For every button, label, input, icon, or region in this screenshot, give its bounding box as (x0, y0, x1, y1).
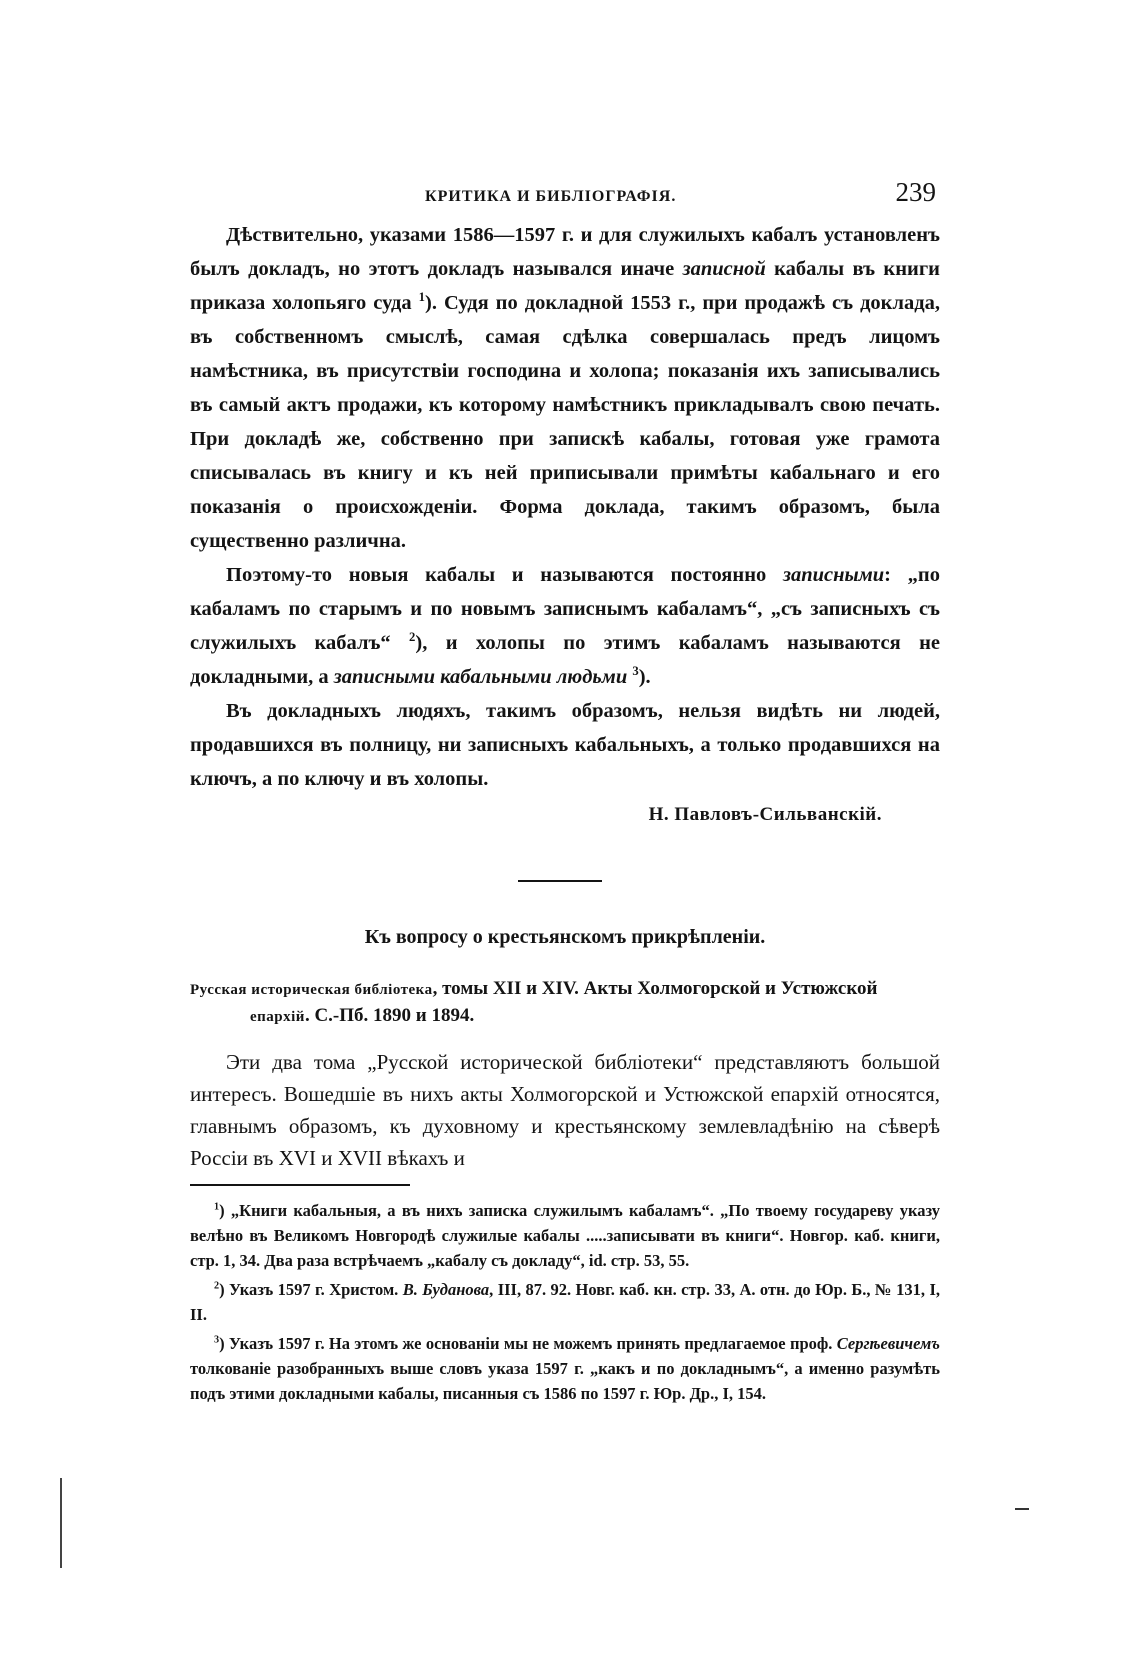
page-number: 239 (895, 177, 936, 207)
footnotes (190, 1198, 940, 1406)
article-body (190, 218, 940, 796)
footnote-ref: 2 (409, 630, 416, 645)
footnote-ref: 3 (632, 664, 639, 679)
running-head: КРИТИКА И БИБЛІОГРАФІЯ. (425, 188, 677, 205)
italic-term: записной (682, 258, 766, 280)
footnote-2: $^2$) Указъ 1597 г. Христом. В. Буданова, III, 87. 92. Новг. каб. кн. стр. 33, А. отн. до Юр. Б., № 131, I, II. (190, 1280, 941, 1324)
paragraph: Дѣствительно, указами 1586—1597 г. и для служилыхъ кабалъ установленъ былъ докладъ, но этотъ докладъ назывался иначе записной кабалы въ книги приказа холопьяго суда $^1$). Судя по докладной 1553 г., при продажѣ съ доклада, въ собственномъ смыслѣ, самая сдѣлка совершалась предъ лицомъ намѣстника, въ присутствіи господина и холопа; показанія ихъ записывались въ самый актъ продажи, къ которому намѣстникъ прикладывалъ свою печать. При докладѣ же, собственно при запискѣ кабалы, готовая уже грамота списывалась въ книгу и къ ней приписывали примѣты кабальнаго и его показанія о происхожденіи. Форма доклада, такимъ образомъ, была существенно различна. (190, 224, 940, 552)
article-title: Къ вопросу о крестьянскомъ прикрѣпленіи. (364, 926, 766, 948)
article-intro (190, 1046, 940, 1174)
scan-dash-mark (1015, 1508, 1029, 1510)
page-header (190, 168, 940, 218)
source-reference: Русская историческая библіотека, томы XII и XIV. Акты Холмогорской и Устюжской епархій. С.-Пб. 1890 и 1894. (190, 978, 878, 1026)
page-content (190, 168, 940, 1410)
footnote-3: $^3$) Указъ 1597 г. На этомъ же основаніи мы не можемъ принять предлагаемое проф. Сергѣевичемъ толкованіе разобранныхъ выше словъ указа 1597 г. „какъ и по докладнымъ“, а именно разумѣть подъ этими докладными кабалы, писанныя съ 1586 по 1597 г. Юр. Др., I, 154. (190, 1334, 940, 1403)
author-signature: Н. Павловъ-Сильванскій. (648, 804, 882, 825)
section-divider (518, 880, 602, 882)
paragraph: Въ докладныхъ людяхъ, такимъ образомъ, нельзя видѣть ни людей, продавшихся въ полницу, ни записныхъ кабальныхъ, а только продавшихся на ключъ, а по ключу и въ холопы. (190, 700, 940, 790)
paragraph: Эти два тома „Русской исторической библіотеки“ представляютъ большой интересъ. Вошедшіе въ нихъ акты Холмогорской и Устюжской епархій относятся, главнымъ образомъ, къ духовному и крестьянскому землевладѣнію на сѣверѣ Россіи въ XVI и XVII вѣкахъ и (190, 1050, 940, 1170)
paragraph: Поэтому-то новыя кабалы и называются постоянно записными: „по кабаламъ по старымъ и по новымъ записнымъ кабаламъ“, „съ записныхъ съ служилыхъ кабалъ“ $^2$), и холопы по этимъ кабаламъ называются не докладными, а записными кабальными людьми $^3$). (190, 564, 940, 688)
italic-term: записными кабальными людьми (333, 666, 628, 688)
footnote-1: $^1$) „Книги кабальныя, а въ нихъ записка служилымъ кабаламъ“. „По твоему государеву указу велѣно въ Великомъ Новгородѣ служилые кабалы .....записывати въ книги“. Новгор. каб. книги, стр. 1, 34. Два раза встрѣчаемъ „кабалу съ докладу“, id. стр. 53, 55. (190, 1201, 940, 1270)
italic-term: записными (782, 564, 885, 586)
footnote-ref: 1 (418, 290, 425, 305)
footnote-rule (190, 1184, 410, 1186)
scan-margin-mark (60, 1478, 62, 1568)
